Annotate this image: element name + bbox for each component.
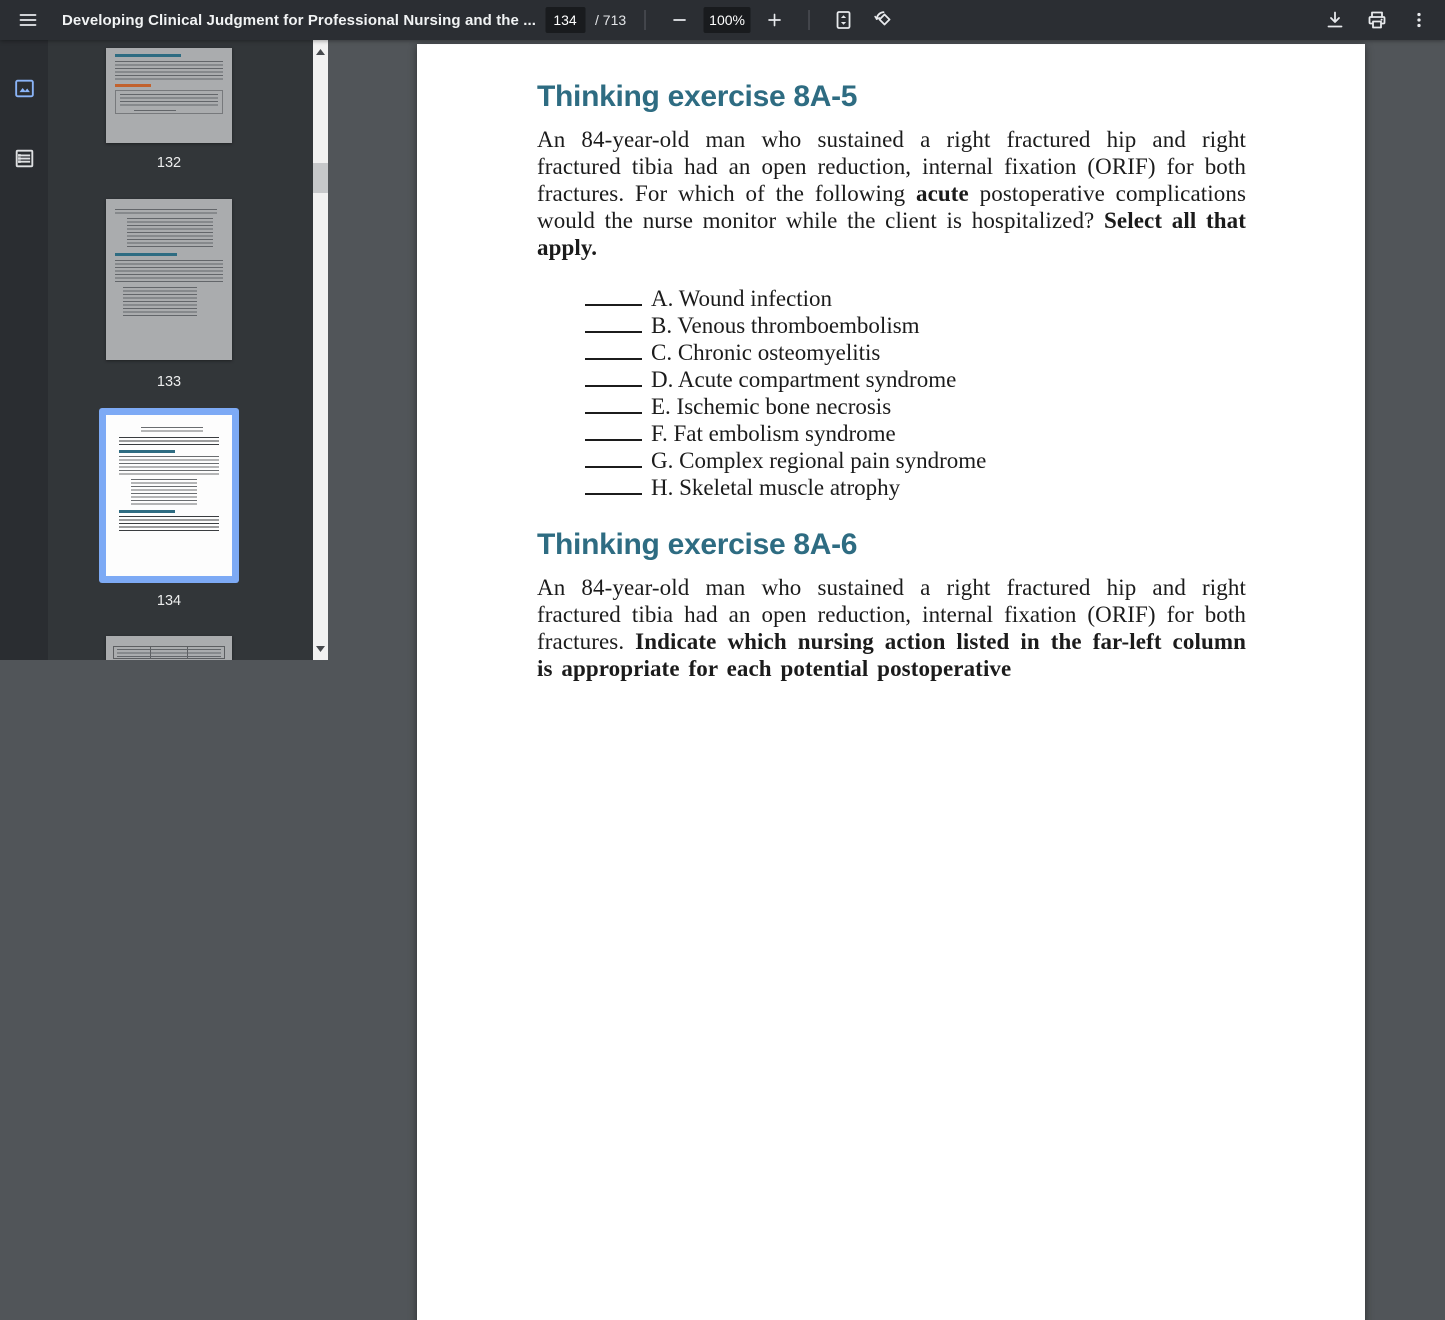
thumbnail-label: 133 [156,374,182,390]
zoom-out-button[interactable] [663,4,695,36]
plus-icon [764,9,786,31]
thumbnail-page-134-selected[interactable] [99,408,239,583]
answer-blank [585,291,642,306]
rotate-button[interactable] [868,4,900,36]
paragraph-bold-text: acute [916,181,969,206]
answer-option [585,393,1246,420]
paragraph-text: postoperative complications would the nurse monitor while the client is hospitalized? [537,181,1246,233]
thumbnails-panel [48,40,313,660]
paragraph-bold-text: Indicate which nursing action listed in the far-left column is appropriate for each potential postoperative [537,629,1246,681]
toolbar-divider [644,10,645,30]
toolbar-divider [809,10,810,30]
answer-option-label: E. Ischemic bone necrosis [651,394,892,419]
scroll-up-arrow[interactable] [313,44,328,59]
exercise-heading: Thinking exercise 8A-6 [537,528,858,561]
answer-blank [585,399,642,414]
paragraph-text: An 84-year-old man who sustained a right fractured hip and right fractured tibia had an open reduction, internal fixation (ORIF) for both fractures. For which of the following [537,127,1246,206]
thumbnails-scrollbar[interactable] [313,40,328,660]
pdf-page-134 [417,44,1365,1320]
thumbnail-page-132[interactable] [106,48,232,143]
print-icon [1365,8,1389,32]
document-outline-icon [12,146,37,171]
answer-blank [585,345,642,360]
zoom-level-value[interactable]: 100% [703,7,751,33]
fit-page-icon [832,8,856,32]
pdf-toolbar [0,0,1445,40]
document-title: Developing Clinical Judgment for Professional Nursing and the ... [62,11,537,29]
sidebar-icon-strip [0,40,48,660]
answer-option [585,285,1246,312]
pdf-viewport [328,40,1445,681]
minus-icon [668,9,690,31]
download-button[interactable] [1319,4,1351,36]
answer-option [585,474,1246,501]
answer-blank [585,318,642,333]
answer-blank [585,480,642,495]
scroll-down-arrow[interactable] [313,641,328,656]
fit-to-page-button[interactable] [828,4,860,36]
exercise-paragraph [537,574,1246,682]
thumbnail-page-133[interactable] [106,199,232,360]
paragraph-text: An 84-year-old man who sustained a right fractured hip and right fractured tibia had an open reduction, internal fixation (ORIF) for both fractures. [537,575,1246,654]
thumbnails-view-button[interactable] [0,68,48,108]
hamburger-icon [16,8,40,32]
answer-option-label: A. Wound infection [651,286,833,311]
answer-option-label: D. Acute compartment syndrome [651,367,957,392]
answer-blank [585,426,642,441]
answer-blank [585,372,642,387]
answer-option-label: G. Complex regional pain syndrome [651,448,987,473]
triangle-down-icon [316,646,325,652]
page-number-input[interactable] [545,7,585,33]
exercise-heading: Thinking exercise 8A-5 [537,80,858,113]
thumbnail-page-134 [106,415,232,576]
zoom-in-button[interactable] [759,4,791,36]
triangle-up-icon [316,49,325,55]
answer-blank [585,453,642,468]
paragraph-bold-text: Select all that apply. [537,208,1246,260]
answer-option [585,366,1246,393]
answer-option [585,420,1246,447]
thumbnail-label: 134 [156,593,182,609]
rotate-icon [872,8,896,32]
thumbnails-icon [12,76,37,101]
download-icon [1323,8,1347,32]
print-button[interactable] [1361,4,1393,36]
page-total-label: / 713 [595,12,627,28]
outline-view-button[interactable] [0,138,48,178]
answer-option-label: C. Chronic osteomyelitis [651,340,881,365]
answer-option-label: F. Fat embolism syndrome [651,421,896,446]
kebab-menu-icon [1408,9,1430,31]
answer-option-label: B. Venous thromboembolism [651,313,920,338]
menu-button[interactable] [12,4,44,36]
thumbnail-page-135[interactable] [106,636,232,660]
viewer-content [0,40,1445,681]
exercise-paragraph [537,126,1246,261]
scrollbar-thumb[interactable] [313,163,328,193]
answer-options-list [585,285,1246,501]
more-options-button[interactable] [1403,4,1435,36]
answer-option-label: H. Skeletal muscle atrophy [651,475,901,500]
answer-option [585,339,1246,366]
thumbnail-label: 132 [156,155,182,171]
answer-option [585,312,1246,339]
answer-option [585,447,1246,474]
